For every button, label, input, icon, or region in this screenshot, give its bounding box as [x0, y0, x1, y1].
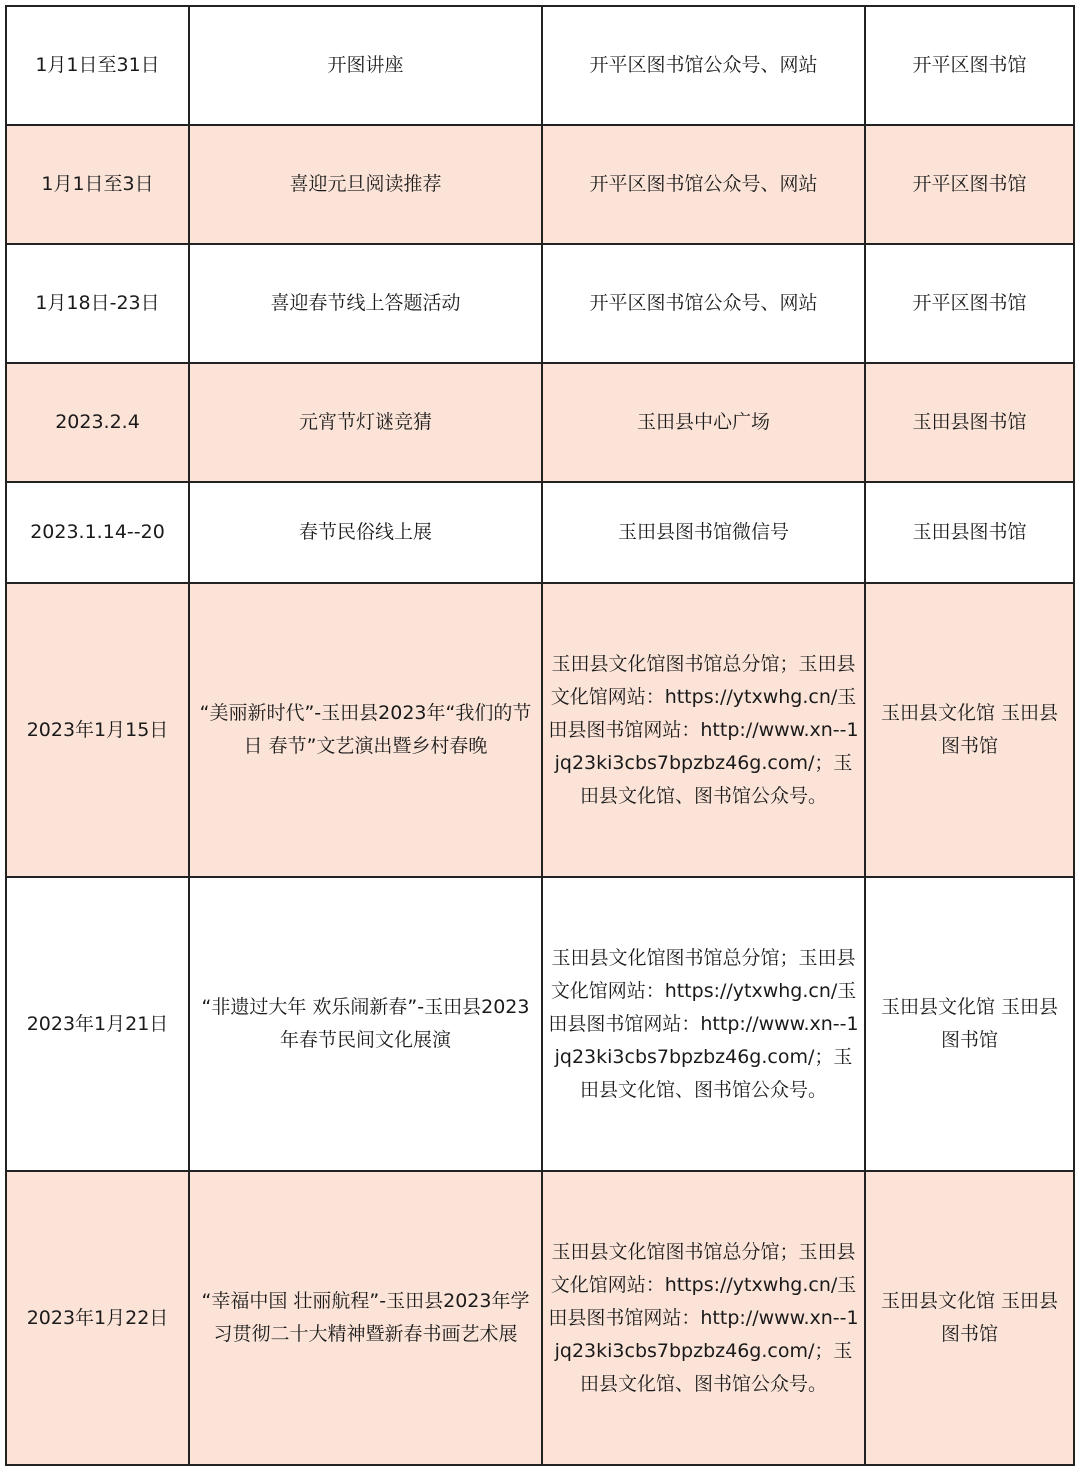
activity-title-cell: “非遗过大年 欢乐闹新春”-玉田县2023年春节民间文化展演: [189, 877, 542, 1171]
channel-cell: 玉田县文化馆图书馆总分馆；玉田县文化馆网站：https://ytxwhg.cn/玉田县图书馆网站：http://www.xn--1jq23ki3cbs7bpzbz46g.com/；玉田县文化馆、图书馆公众号。: [542, 583, 865, 877]
organizer-cell: 玉田县图书馆: [865, 482, 1074, 583]
date-cell: 1月18日-23日: [6, 244, 189, 363]
date-cell: 2023年1月21日: [6, 877, 189, 1171]
activity-title-cell: “美丽新时代”-玉田县2023年“我们的节日 春节”文艺演出暨乡村春晚: [189, 583, 542, 877]
organizer-cell: 玉田县文化馆 玉田县图书馆: [865, 583, 1074, 877]
date-cell: 2023.1.14--20: [6, 482, 189, 583]
organizer-cell: 玉田县文化馆 玉田县图书馆: [865, 1171, 1074, 1465]
channel-cell: 开平区图书馆公众号、网站: [542, 125, 865, 244]
table-row: [6, 877, 1074, 1171]
channel-cell: 玉田县文化馆图书馆总分馆；玉田县文化馆网站：https://ytxwhg.cn/玉田县图书馆网站：http://www.xn--1jq23ki3cbs7bpzbz46g.com/；玉田县文化馆、图书馆公众号。: [542, 877, 865, 1171]
table-row: [6, 125, 1074, 244]
date-cell: 2023.2.4: [6, 363, 189, 482]
table-row: [6, 583, 1074, 877]
organizer-cell: 开平区图书馆: [865, 125, 1074, 244]
table-row: [6, 1171, 1074, 1465]
channel-cell: 玉田县图书馆微信号: [542, 482, 865, 583]
organizer-cell: 玉田县图书馆: [865, 363, 1074, 482]
table-row: [6, 244, 1074, 363]
date-cell: 1月1日至3日: [6, 125, 189, 244]
channel-cell: 开平区图书馆公众号、网站: [542, 6, 865, 125]
date-cell: 2023年1月15日: [6, 583, 189, 877]
organizer-cell: 开平区图书馆: [865, 244, 1074, 363]
table-row: [6, 6, 1074, 125]
date-cell: 2023年1月22日: [6, 1171, 189, 1465]
activity-title-cell: 开图讲座: [189, 6, 542, 125]
table-row: [6, 363, 1074, 482]
organizer-cell: 开平区图书馆: [865, 6, 1074, 125]
organizer-cell: 玉田县文化馆 玉田县图书馆: [865, 877, 1074, 1171]
table-row: [6, 482, 1074, 583]
activity-title-cell: 喜迎春节线上答题活动: [189, 244, 542, 363]
activity-title-cell: 元宵节灯谜竞猜: [189, 363, 542, 482]
activity-title-cell: “幸福中国 壮丽航程”-玉田县2023年学习贯彻二十大精神暨新春书画艺术展: [189, 1171, 542, 1465]
channel-cell: 开平区图书馆公众号、网站: [542, 244, 865, 363]
activity-title-cell: 喜迎元旦阅读推荐: [189, 125, 542, 244]
date-cell: 1月1日至31日: [6, 6, 189, 125]
activity-title-cell: 春节民俗线上展: [189, 482, 542, 583]
channel-cell: 玉田县文化馆图书馆总分馆；玉田县文化馆网站：https://ytxwhg.cn/玉田县图书馆网站：http://www.xn--1jq23ki3cbs7bpzbz46g.com/；玉田县文化馆、图书馆公众号。: [542, 1171, 865, 1465]
channel-cell: 玉田县中心广场: [542, 363, 865, 482]
events-table: [5, 5, 1075, 1466]
